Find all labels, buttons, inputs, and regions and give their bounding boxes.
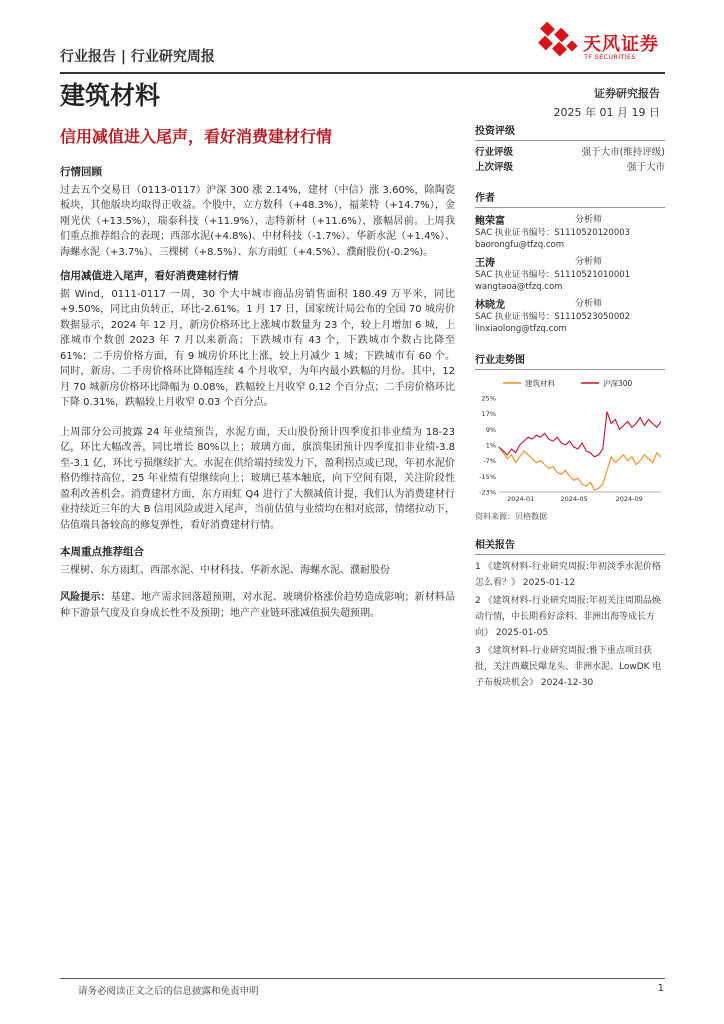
y-tick-label: 1% (485, 441, 496, 450)
rating-row (475, 145, 665, 160)
rating-value: 强于大市(维持评级) (581, 147, 665, 158)
author-email[interactable]: wangtaoa@tfzq.com (475, 282, 563, 292)
trend-chart (475, 374, 665, 509)
related-title: 相关报告 (475, 536, 665, 555)
related-report-link[interactable]: 1 《建筑材料-行业研究周报:年初淡季水泥价格怎么看？》 2025-01-12 (475, 562, 661, 588)
legend-label: 建筑材料 (525, 379, 555, 388)
rating-row (475, 160, 665, 175)
authors-title: 作者 (475, 189, 665, 208)
section-picks (60, 545, 455, 578)
legend-label: 沪深300 (603, 379, 633, 388)
author-email[interactable]: baorongfu@tfzq.com (475, 240, 565, 250)
section-heading: 本周重点推荐组合 (60, 546, 144, 558)
headline: 信用减值进入尾声，看好消费建材行情 (60, 127, 333, 146)
rating-title: 投资评级 (475, 122, 665, 141)
author-cert: SAC 执业证书编号：S1110523050002 (475, 312, 631, 322)
x-tick-label: 2024-09 (615, 495, 643, 503)
rating-key: 上次评级 (475, 162, 514, 173)
author-name: 林晓龙 (475, 300, 505, 311)
trend-chart-svg (475, 374, 665, 509)
chart-source: 资料来源：贝格数据 (475, 512, 547, 521)
main-body (60, 165, 455, 630)
author-cert: SAC 执业证书编号：S1110520120003 (475, 228, 631, 238)
y-tick-label: -23% (479, 488, 496, 497)
risk-label: 风险提示： (60, 592, 111, 603)
header-divider (60, 72, 665, 74)
page-number: 1 (657, 983, 664, 994)
author-role: 分析师 (575, 299, 603, 309)
section-text: 据 Wind，0111-0117 一周，30 个大中城市商品房销售面积 180.49 万平米，同比+9.50%，同比由负转正，环比-2.61%。1 月 17 日，国家统计局公布的全国 70 城房价数据显示，2024 年 12 月，新房价格环比上涨城市数量为 23 个，较上月增加 6 城，上涨城市个数创 2023 年 7 月以来新高；下跌城市有 43 个，下跌城市个数占比降至 61%；二手房价格方面，有 9 城房价环比上涨，较上月减少 1 城；下跌城市有 60 个。同时，新房、二手房价格环比降幅连续 4 个月收窄，为年内最小跌幅的月份。其中，12 月 70 城新房价格环比降幅为 0.08%，跌幅较上月收窄 0.12 个百分点；二手房价格环比下降 0.31%，跌幅较上月收窄 0.03 个百分点。 (60, 288, 455, 408)
series-line (499, 447, 661, 490)
author-name: 鲍荣富 (475, 216, 505, 227)
author-card (475, 212, 665, 251)
section-market-review (60, 165, 455, 260)
trend-title: 行业走势图 (475, 351, 665, 370)
related-report-link[interactable]: 3 《建筑材料-行业研究周报:雅下重点项目获批，关注西藏民爆龙头、非洲水泥、LowDK 电子布板块机会》 2024-12-30 (475, 646, 662, 688)
section-text: 过去五个交易日（0113-0117）沪深 300 涨 2.14%，建材（中信）涨 3.60%，除陶瓷板块，其他版块均取得正收益。个股中，立方数科（+48.3%），福莱特（+14.7%），金刚光伏（+13.5%），瑞泰科技（+11.9%），志特新材（+11.6%），涨幅居前。上周我们重点推荐组合的表现；西部水泥(+4.8%)、中材科技（-1.7%）、华新水泥（+1.4%）、海螺水泥（+3.7%）、三棵树（+8.5%）、东方雨虹（+4.5%）、濮耐股份(-0.2%)。 (60, 184, 455, 258)
brand-name-cn: 天风证券 (583, 34, 659, 55)
author-role: 分析师 (575, 257, 603, 267)
related-report-link[interactable]: 2 《建筑材料-行业研究周报:年初关注周期品焕动行情，中长期看好涂料、非洲出海等成长方向》 2025-01-05 (475, 596, 661, 638)
x-tick-label: 2024-05 (560, 495, 588, 503)
risk-warning (60, 590, 455, 621)
y-tick-label: 17% (481, 410, 496, 419)
risk-text: 基建、地产需求回落超预期，对水泥、玻璃价格涨价趋势造成影响；新材料品种下游景气度及自身成长性不及预期；地产产业链环涨减值损失超预期。 (60, 592, 456, 619)
footer-divider (60, 978, 665, 979)
series-line (499, 412, 661, 457)
author-email[interactable]: linxiaolong@tfzq.com (475, 324, 567, 334)
report-date: 2025 年 01 月 19 日 (553, 106, 660, 119)
author-role: 分析师 (575, 215, 603, 225)
author-card (475, 254, 665, 293)
rating-value: 强于大市 (626, 162, 665, 173)
y-tick-label: 9% (485, 425, 496, 434)
report-type: 行业报告 | 行业研究周报 (60, 49, 215, 65)
section-heading: 行情回顾 (60, 166, 102, 178)
brand-name-en: TF SECURITIES (584, 53, 636, 61)
sector-title: 建筑材料 (60, 81, 161, 110)
section-credit (60, 269, 455, 411)
y-tick-label: -7% (483, 457, 496, 466)
y-tick-label: -15% (479, 472, 496, 481)
author-name: 王涛 (475, 258, 495, 269)
y-tick-label: 25% (481, 394, 496, 403)
x-tick-label: 2024-01 (507, 495, 535, 503)
footer-disclaimer: 请务必阅读正文之后的信息披露和免责申明 (78, 986, 259, 997)
document-type: 证券研究报告 (594, 87, 660, 100)
rating-key: 行业评级 (475, 147, 514, 158)
section-text: 上周部分公司披露 24 年业绩预告，水泥方面，天山股份预计四季度扣非业绩为 18-23 亿，环比大幅改善，同比增长 80%以上；玻璃方面，旗滨集团预计四季度扣非业绩-3.8 至-3.1 亿，环比亏损继续扩大。水泥在供给端持续发力下，盈利拐点或已现，年初水泥价格仍维持高位，25 年业绩有望继续向上；玻璃已基本触底，向下空间有限，关注阶段性盈利改善机会。消费建材方面，东方雨虹 Q4 进行了大额减值计提，我们认为消费建材行业持续近三年的大 B 信用风险或进入尾声，当前估值与业绩均在相对底部，情绪拉动下，估值端具备较高的修复弹性，看好消费建材行情。 (60, 426, 455, 531)
section-heading: 信用减值进入尾声，看好消费建材行情 (60, 270, 239, 282)
section-earnings (60, 425, 455, 534)
author-card (475, 296, 665, 335)
section-text: 三棵树、东方雨虹、西部水泥、中材科技、华新水泥、海螺水泥、濮耐股份 (60, 564, 390, 576)
author-cert: SAC 执业证书编号：S1110521010001 (475, 270, 631, 280)
sidebar (475, 122, 665, 693)
